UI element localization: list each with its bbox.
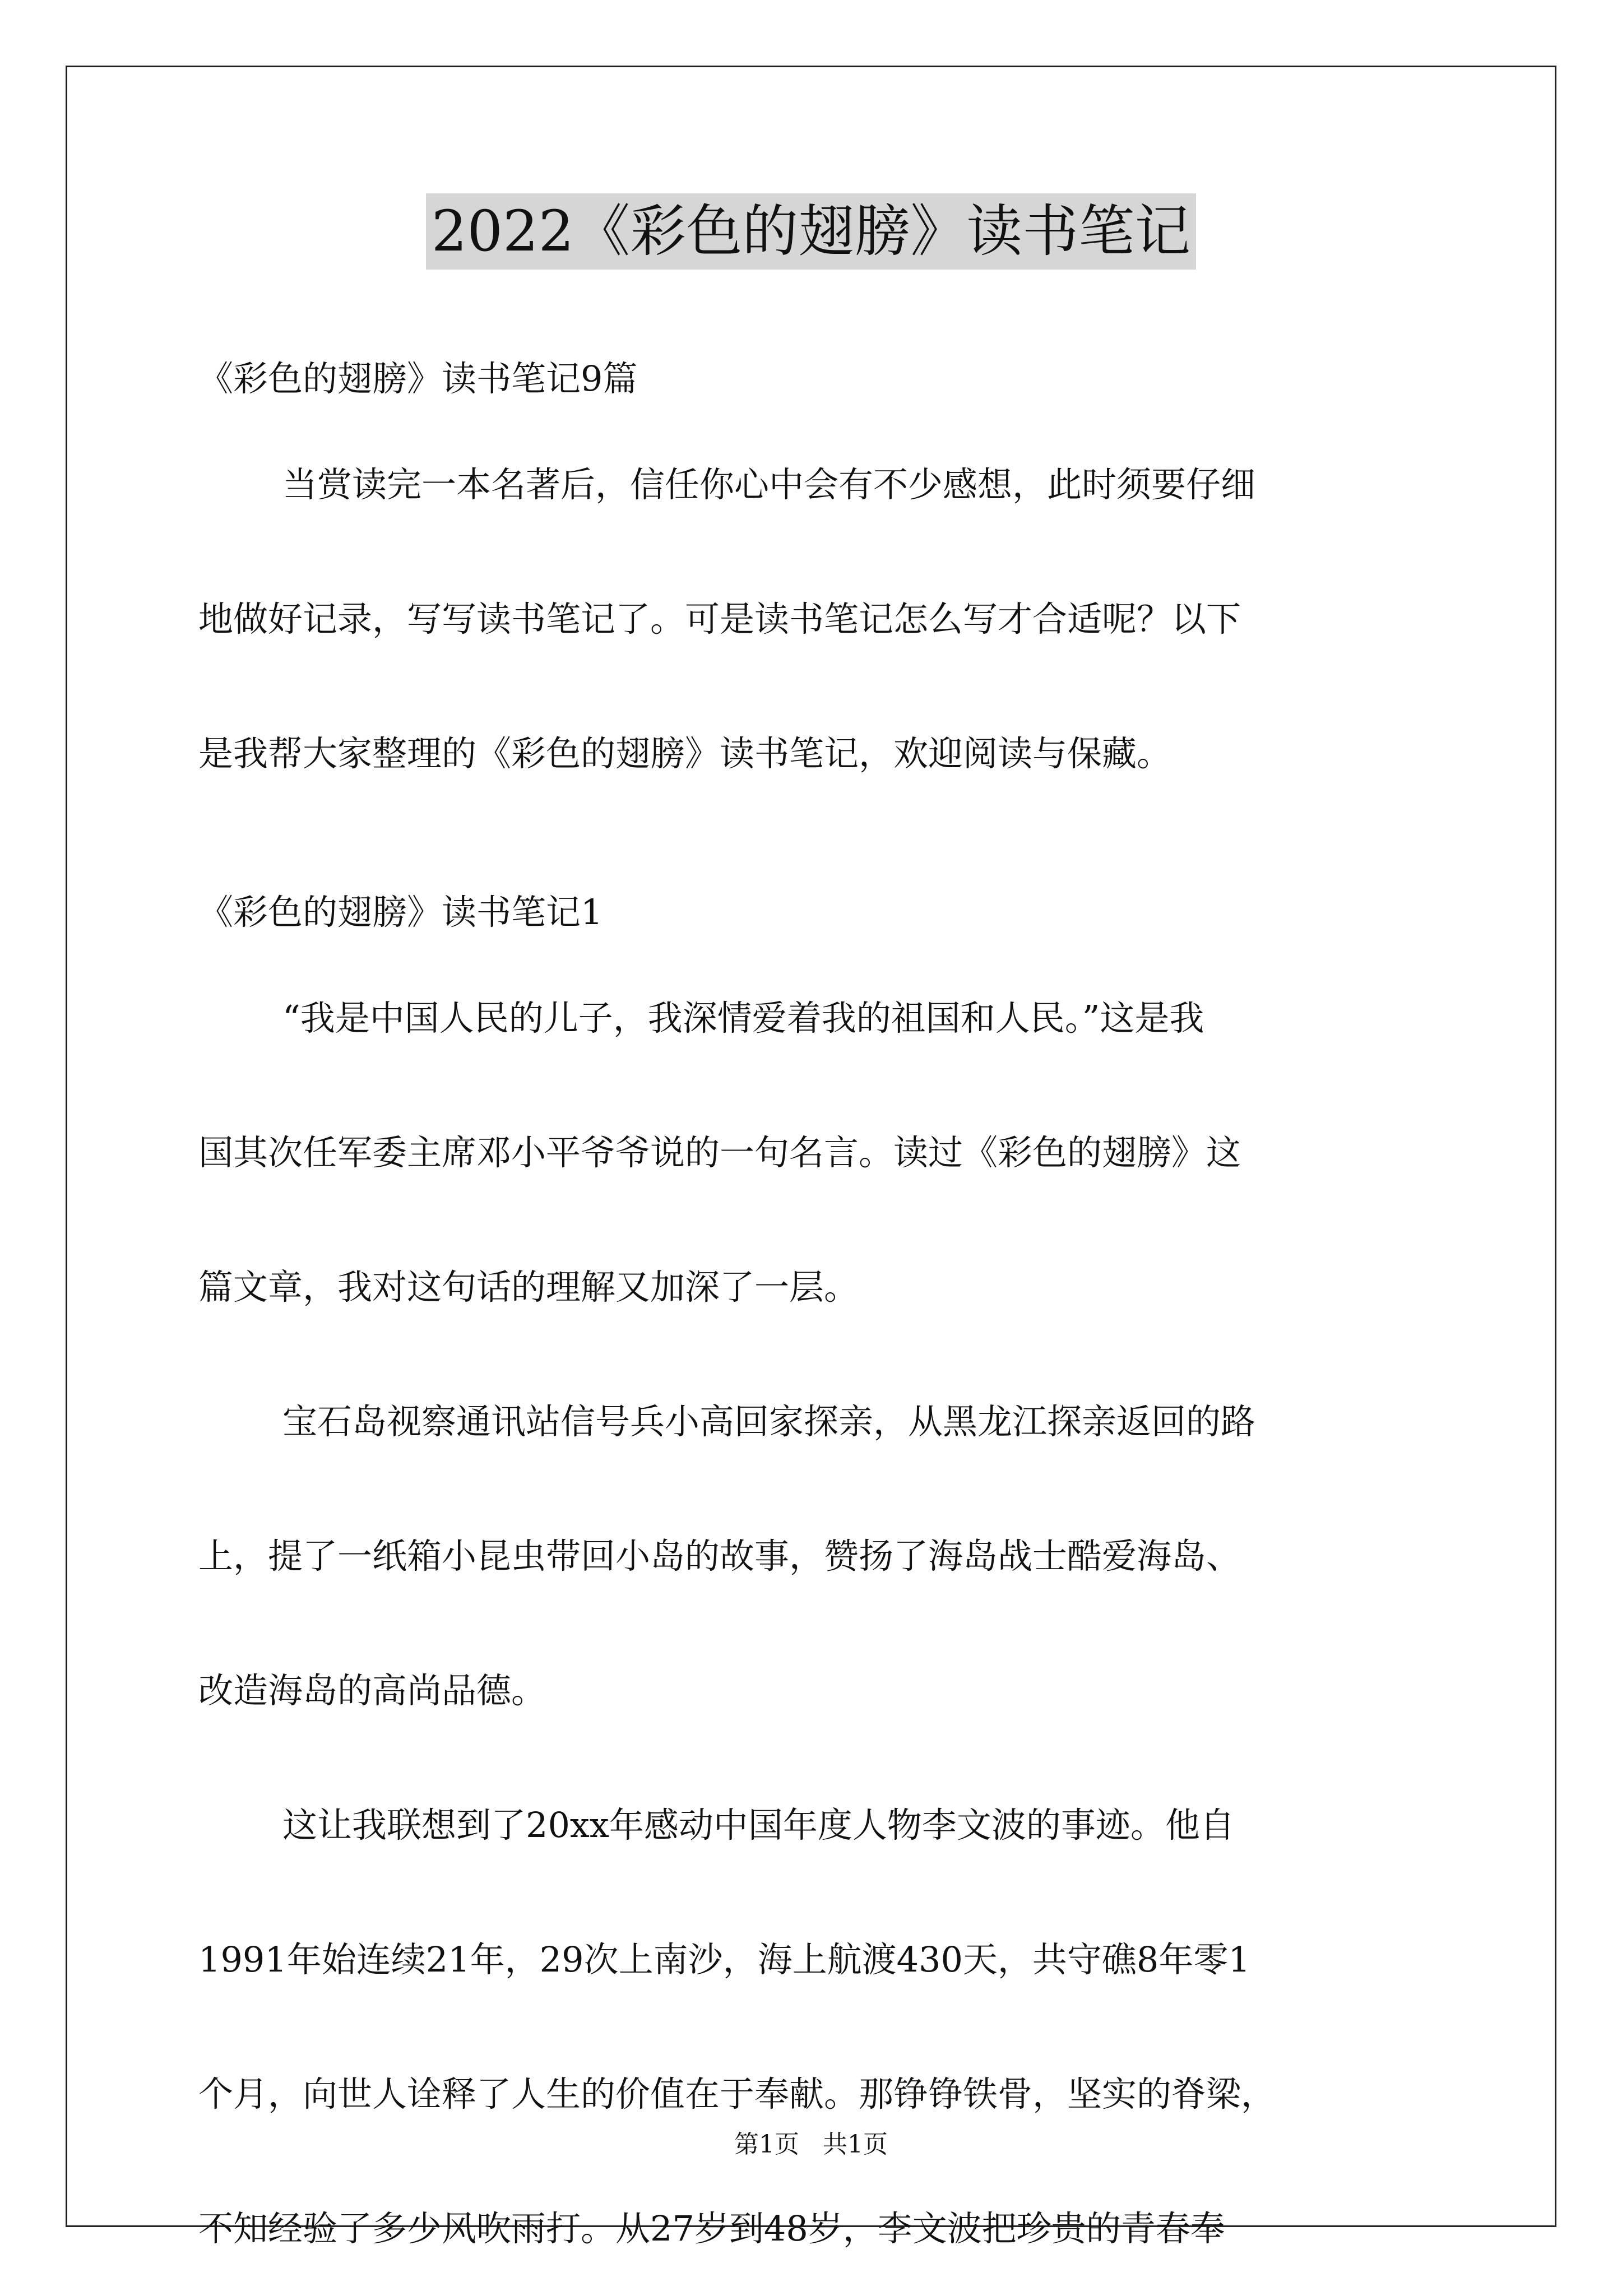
section-heading: 《彩色的翅膀》读书笔记1 [198,892,603,933]
paragraph-line: 篇文章，我对这句话的理解又加深了一层。 [198,1267,859,1307]
paragraph-line: 这让我联想到了20xx年感动中国年度人物李文波的事迹。他自 [282,1805,1235,1845]
paragraph-line: “我是中国人民的儿子，我深情爱着我的祖国和人民。”这是我 [282,998,1204,1038]
page-footer: 第1页 共1页 [734,2130,888,2159]
paragraph-line: 上，提了一纸箱小昆虫带回小岛的故事，赞扬了海岛战士酷爱海岛、 [198,1536,1241,1576]
subtitle: 《彩色的翅膀》读书笔记9篇 [198,358,638,399]
paragraph-1 [198,951,1465,1355]
title-container [0,193,1622,270]
paragraph-3 [198,1758,1465,2296]
paragraph-line: 1991年始连续21年，29次上南沙，海上航渡430天，共守礁8年零1 [198,1939,1250,1980]
intro-paragraph [198,418,1465,821]
paragraph-2 [198,1355,1465,1758]
paragraph-line: 宝石岛视察通讯站信号兵小高回家探亲，从黑龙江探亲返回的路 [282,1401,1256,1442]
intro-line: 当赏读完一本名著后，信任你心中会有不少感想，此时须要仔细 [282,464,1256,505]
intro-line: 是我帮大家整理的《彩色的翅膀》读书笔记，欢迎阅读与保藏。 [198,733,1172,774]
paragraph-line: 不知经验了多少风吹雨打。从27岁到48岁，李文波把珍贵的青春奉 [198,2208,1225,2249]
paragraph-line: 个月，向世人诠释了人生的价值在于奉献。那铮铮铁骨，坚实的脊梁， [198,2074,1276,2114]
paragraph-line: 改造海岛的高尚品德。 [198,1670,546,1711]
paragraph-line: 国其次任军委主席邓小平爷爷说的一句名言。读过《彩色的翅膀》这 [198,1132,1241,1173]
intro-line: 地做好记录，写写读书笔记了。可是读书笔记怎么写才合适呢？以下 [198,599,1241,639]
document-title: 2022《彩色的翅膀》读书笔记 [426,193,1197,270]
